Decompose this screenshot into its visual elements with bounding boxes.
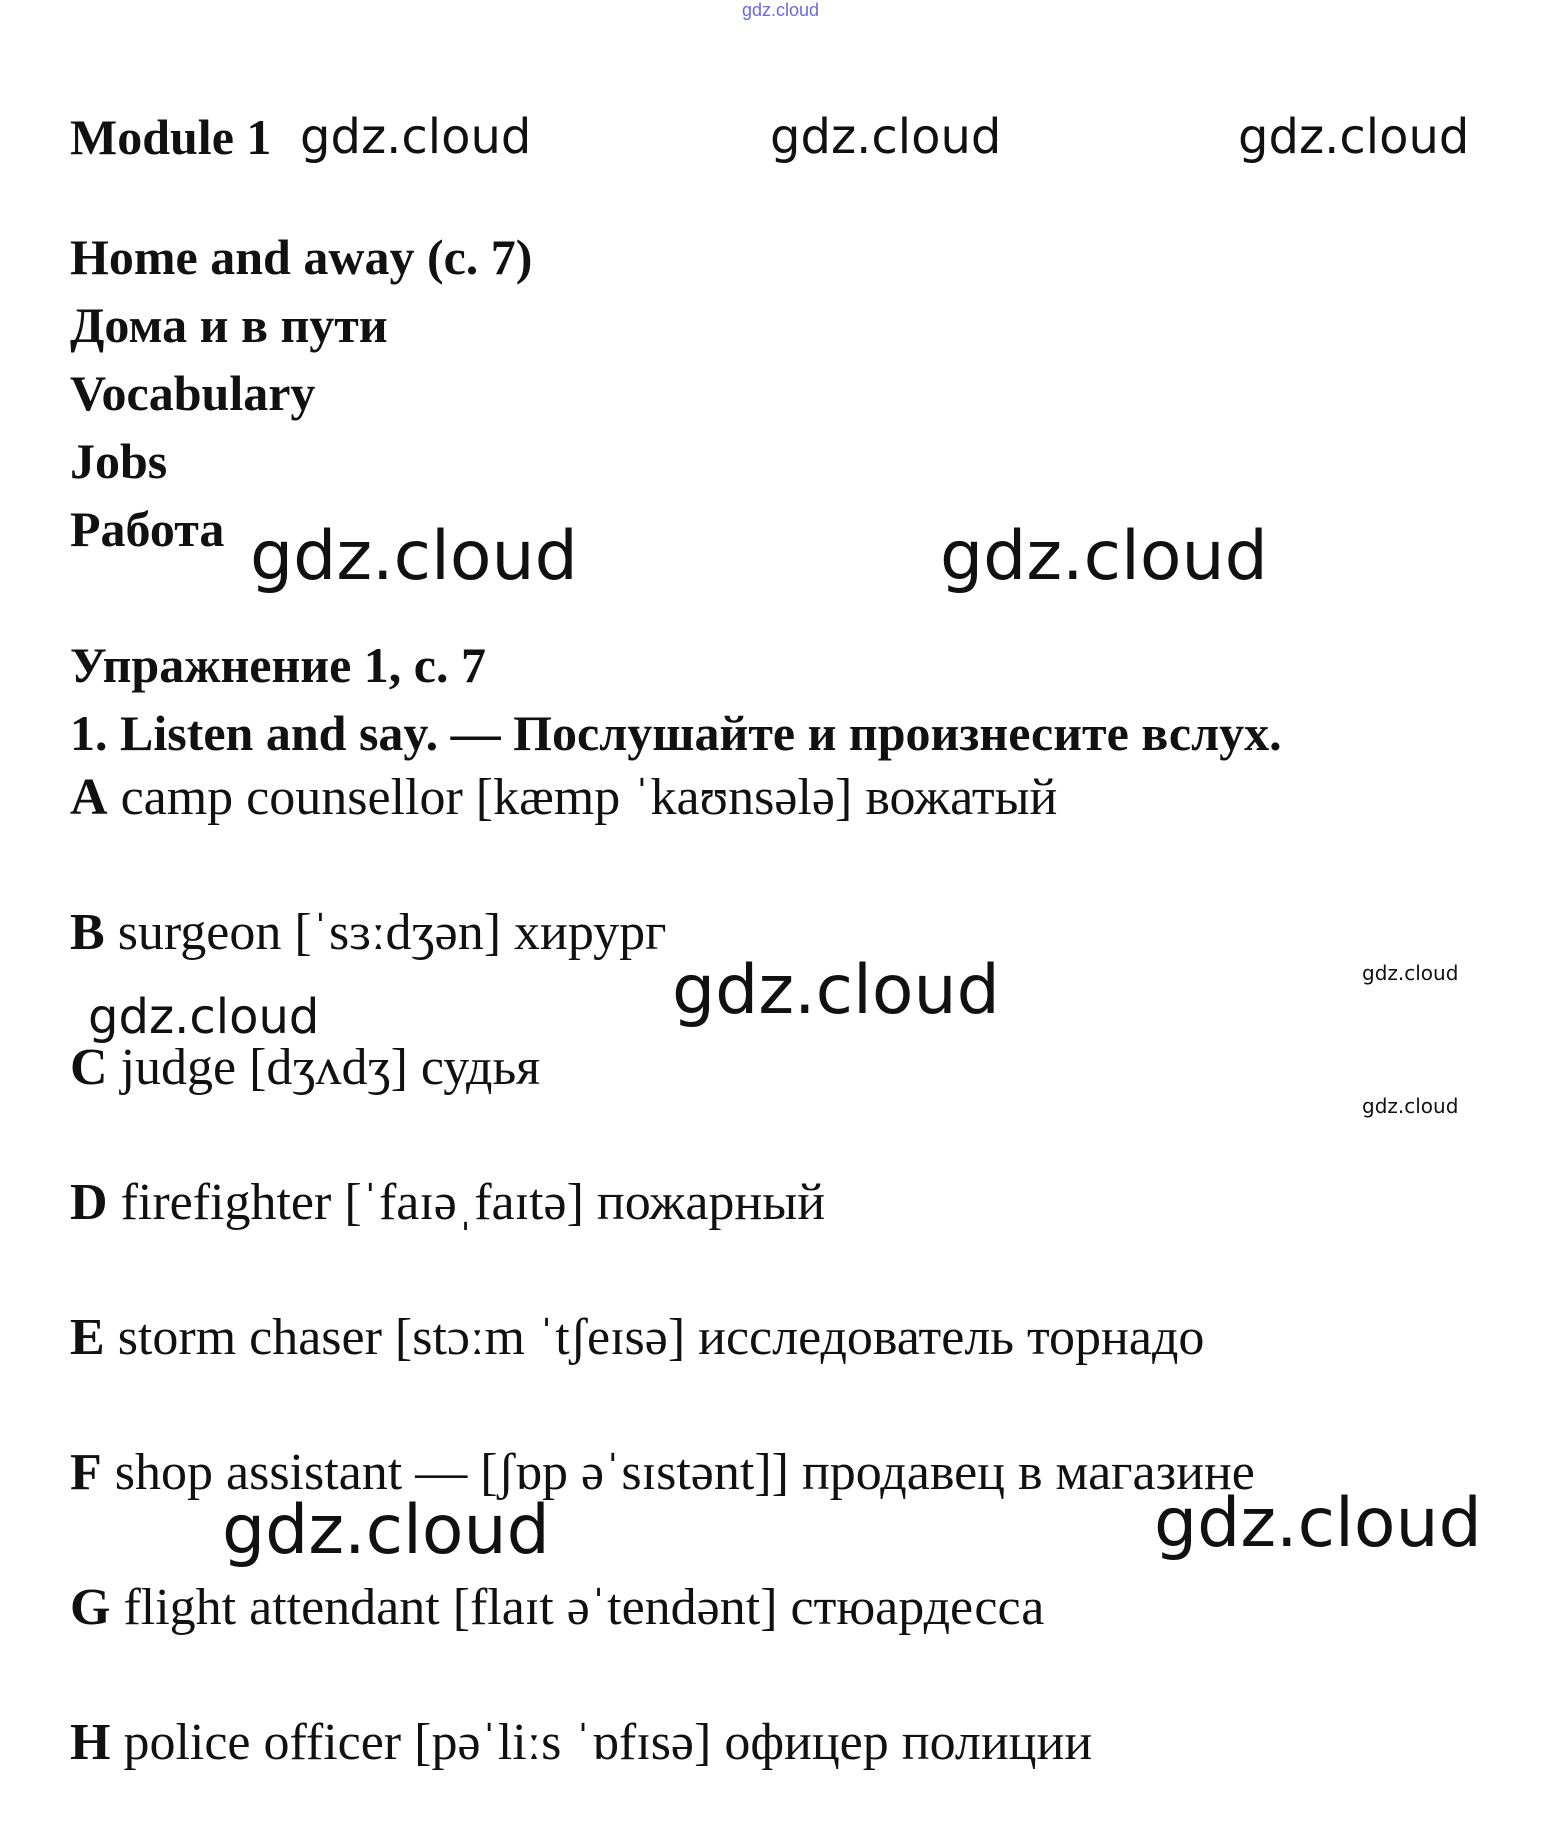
entry-text: surgeon [ˈsɜːdʒən] хирург: [117, 904, 667, 961]
entry-letter: E: [70, 1309, 105, 1366]
unit-title-ru: Дома и в пути: [70, 297, 388, 353]
watermark: gdz.cloud: [88, 989, 320, 1045]
watermark: gdz.cloud: [1362, 1094, 1459, 1118]
entry-letter: B: [70, 904, 105, 961]
topic-title-ru: Работа: [70, 501, 225, 557]
vocab-entry-a: [70, 769, 1058, 826]
entry-letter: G: [70, 1579, 111, 1636]
entry-letter: H: [70, 1714, 111, 1771]
watermark: gdz.cloud: [1238, 109, 1470, 165]
vocab-entry-d: [70, 1174, 826, 1231]
vocab-entry-b: [70, 904, 667, 961]
entry-letter: D: [70, 1174, 108, 1231]
entry-letter: A: [70, 769, 108, 826]
vocab-entry-h: [70, 1714, 1093, 1771]
watermark: gdz.cloud: [1154, 1484, 1482, 1563]
watermark: gdz.cloud: [1362, 961, 1459, 985]
watermark: gdz.cloud: [672, 951, 1000, 1030]
entry-text: shop assistant — [ʃɒp əˈsɪstənt]] продавец в магазине: [114, 1444, 1255, 1501]
entry-text: judge [dʒʌdʒ] судья: [120, 1039, 541, 1096]
entry-letter: C: [70, 1039, 108, 1096]
entry-text: police officer [pəˈliːs ˈɒfɪsə] офицер полиции: [123, 1714, 1093, 1771]
section-title: Vocabulary: [70, 365, 316, 421]
exercise-heading: Упражнение 1, с. 7: [70, 637, 486, 693]
watermark: gdz.cloud: [940, 517, 1268, 596]
top-watermark: gdz.cloud: [742, 0, 820, 20]
entry-text: firefighter [ˈfaɪəˌfaɪtə] пожарный: [120, 1174, 826, 1231]
watermark: gdz.cloud: [250, 517, 578, 596]
entry-text: flight attendant [flaɪt əˈtendənt] стюардесса: [123, 1579, 1045, 1636]
watermark: gdz.cloud: [222, 1491, 550, 1570]
vocab-entry-c: [70, 1039, 541, 1096]
module-title: Module 1: [70, 109, 272, 165]
vocab-entry-e: [70, 1309, 1205, 1366]
entry-text: camp counsellor [kæmp ˈkaʊnsələ] вожатый: [120, 769, 1058, 826]
exercise-instruction: 1. Listen and say. — Послушайте и произнесите вслух.: [70, 705, 1282, 761]
topic-title-en: Jobs: [70, 433, 168, 489]
watermark: gdz.cloud: [300, 109, 532, 165]
watermark: gdz.cloud: [770, 109, 1002, 165]
vocab-entry-g: [70, 1579, 1045, 1636]
entry-text: storm chaser [stɔːm ˈtʃeɪsə] исследователь торнадо: [117, 1309, 1205, 1366]
entry-letter: F: [70, 1444, 102, 1501]
unit-title-en: Home and away (с. 7): [70, 229, 533, 285]
